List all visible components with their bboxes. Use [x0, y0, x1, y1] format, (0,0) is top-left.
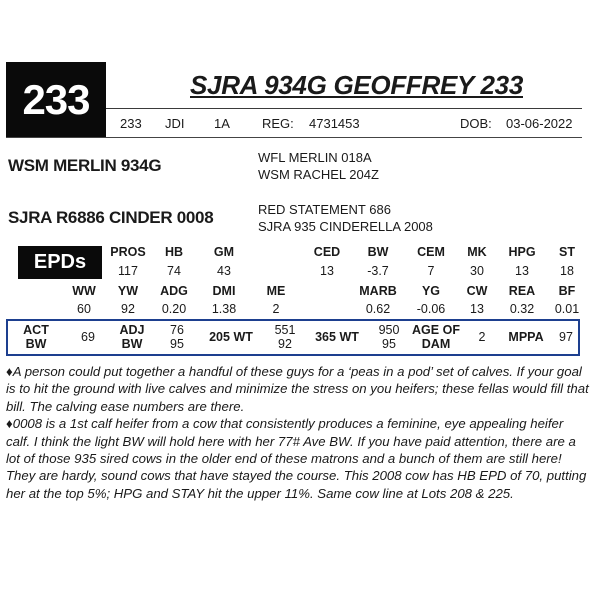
epd-header-cw: CW — [466, 284, 488, 298]
dam-dam: SJRA 935 CINDERELLA 2008 — [258, 219, 433, 234]
dam-sire: RED STATEMENT 686 — [258, 202, 391, 217]
age-of-dam-label: AGE OF DAM — [412, 323, 460, 351]
epd-header-bw: BW — [367, 245, 389, 259]
reg-label: REG: — [262, 116, 294, 131]
reg-number: 4731453 — [309, 116, 360, 131]
epd-header-gm: GM — [213, 245, 235, 259]
epd-value-ced: 13 — [320, 264, 334, 278]
epd-header-hb: HB — [164, 245, 184, 259]
epd-value-pros: 117 — [118, 264, 138, 278]
act-bw-value: 69 — [81, 330, 95, 344]
epd-value-bf: 0.01 — [554, 302, 580, 316]
epd-value-cw: 13 — [470, 302, 484, 316]
lot-description — [6, 363, 591, 502]
epd-header-ced: CED — [313, 245, 341, 259]
epd-value-ww: 60 — [77, 302, 91, 316]
sire-pedigree — [258, 149, 379, 183]
dam-name: SJRA R6886 CINDER 0008 — [8, 208, 214, 227]
mppa-label: MPPA — [508, 330, 544, 344]
wt205-values: 551 92 — [274, 323, 296, 351]
epd-header-rea: REA — [508, 284, 536, 298]
epd-label-badge: EPDs — [18, 246, 102, 279]
epd-value-mk: 30 — [470, 264, 484, 278]
title-divider — [106, 108, 582, 109]
wt365-label: 365 WT — [315, 330, 359, 344]
adj-bw-values: 76 95 — [170, 323, 184, 351]
epd-value-gm: 43 — [217, 264, 231, 278]
epd-value-cem: 7 — [427, 264, 435, 278]
mppa-value: 97 — [559, 330, 573, 344]
epd-value-me: 2 — [272, 302, 280, 316]
adj-bw-label: ADJ BW — [119, 323, 145, 351]
epd-header-bf: BF — [558, 284, 576, 298]
epd-value-rea: 0.32 — [509, 302, 535, 316]
epd-header-hpg: HPG — [508, 245, 536, 259]
description-paragraph: ♦0008 is a 1st calf heifer from a cow that consistently produces a feminine, eye appealing heifer calf. I think the light BW will hold here with her 77# Ave BW. If you have paid attention, there are a lot of those 935 sired cows in the older end of these matrons and a bunch of them are still here! They are hardy, sound cows that have stayed the course. This 2008 cow has HB EPD of 70, putting her at the top 5%; HPG and STAY hit the upper 11%. Same cow line at Lots 208 & 225. — [6, 416, 587, 501]
wt205-label: 205 WT — [209, 330, 253, 344]
epd-header-me: ME — [266, 284, 286, 298]
epd-header-ww: WW — [72, 284, 96, 298]
epd-header-mk: MK — [467, 245, 487, 259]
epd-header-st: ST — [559, 245, 575, 259]
act-bw-label: ACT BW — [23, 323, 49, 351]
epd-value-dmi: 1.38 — [211, 302, 237, 316]
info-divider — [6, 137, 582, 138]
epd-value-adg: 0.20 — [161, 302, 187, 316]
epd-value-hpg: 13 — [515, 264, 529, 278]
dob-label: DOB: — [460, 116, 492, 131]
description-paragraph: ♦A person could put together a handful of these guys for a ‘peas in a pod’ set of calves. If your goal is to hit the ground with live calves and minimize the stress on you heifers; these fellas would fill that bill. The calving ease numbers are there. — [6, 364, 589, 414]
epd-header-cem: CEM — [417, 245, 445, 259]
epd-header-yg: YG — [421, 284, 441, 298]
epd-value-yg: -0.06 — [416, 302, 446, 316]
tattoo-number: 233 — [120, 116, 142, 131]
age-of-dam-value: 2 — [478, 330, 486, 344]
actuals-box — [6, 319, 580, 356]
sire-sire: WFL MERLIN 018A — [258, 150, 372, 165]
epd-value-hb: 74 — [167, 264, 181, 278]
lot-number-badge: 233 — [6, 62, 106, 138]
sire-dam: WSM RACHEL 204Z — [258, 167, 379, 182]
epd-header-marb: MARB — [359, 284, 397, 298]
epd-header-dmi: DMI — [212, 284, 236, 298]
epd-header-adg: ADG — [160, 284, 188, 298]
wt365-values: 950 95 — [378, 323, 400, 351]
dam-pedigree — [258, 201, 433, 235]
epd-header-pros: PROS — [110, 245, 146, 259]
breeder-code: JDI — [165, 116, 185, 131]
dob-value: 03-06-2022 — [506, 116, 573, 131]
epd-value-st: 18 — [560, 264, 574, 278]
animal-name-title: SJRA 934G GEOFFREY 233 — [190, 70, 523, 100]
epd-header-yw: YW — [117, 284, 139, 298]
epd-value-yw: 92 — [121, 302, 135, 316]
sire-name: WSM MERLIN 934G — [8, 156, 162, 175]
epd-value-marb: 0.62 — [365, 302, 391, 316]
grade: 1A — [214, 116, 230, 131]
epd-value-bw: -3.7 — [367, 264, 389, 278]
